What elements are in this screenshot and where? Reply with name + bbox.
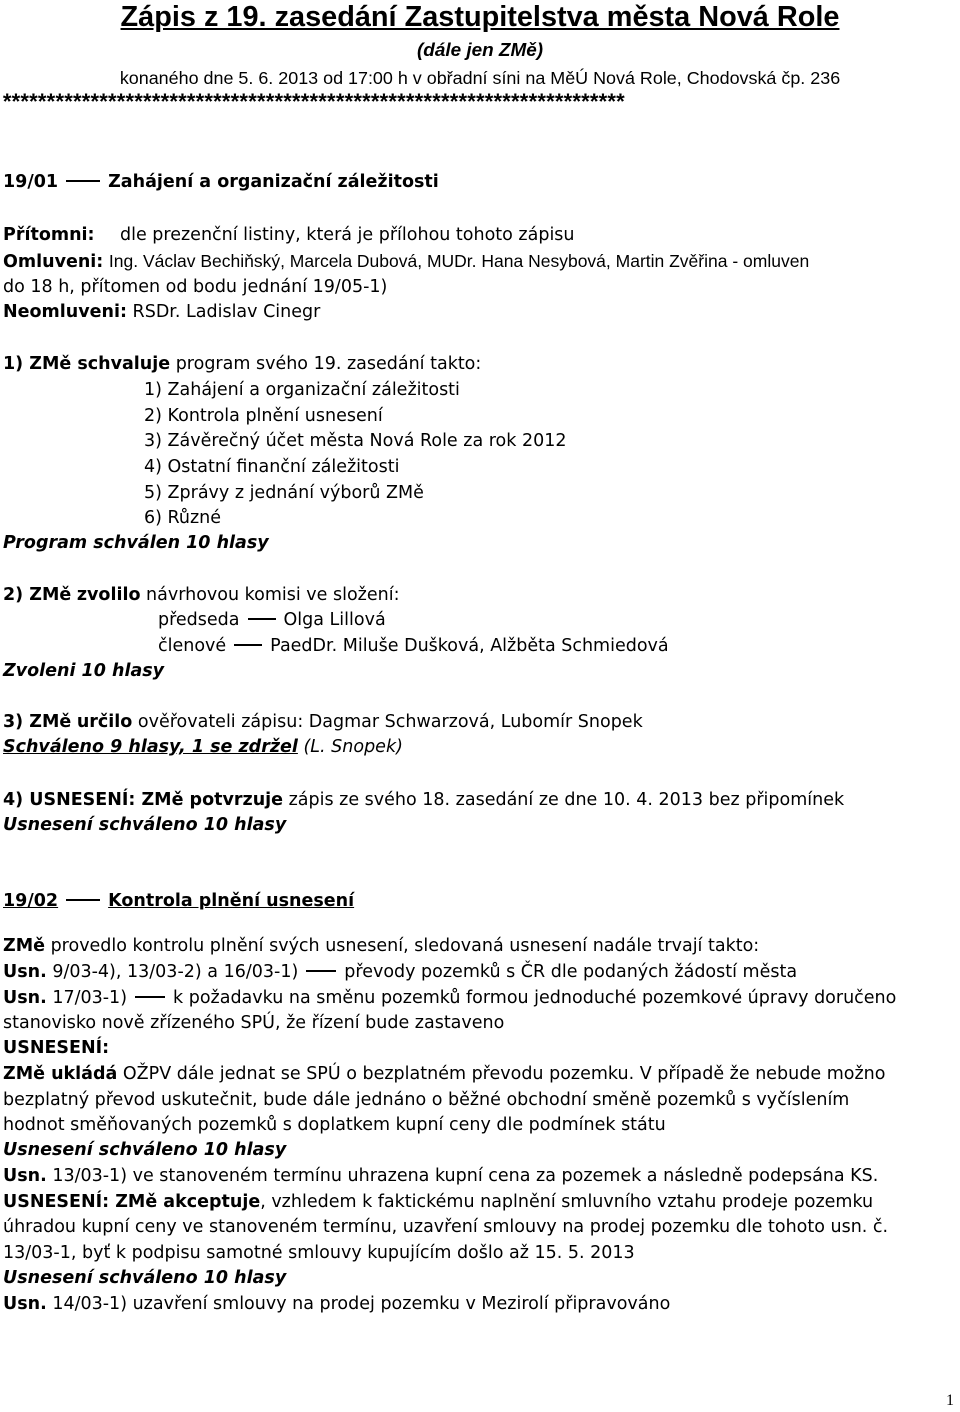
- usn-label: Usn.: [3, 1166, 47, 1186]
- resolution-prefix: USNESENÍ: ZMě akceptuje: [3, 1192, 261, 1212]
- point-2-verb: zvolilo: [76, 585, 141, 605]
- program-item: 1) Zahájení a organizační záležitosti: [144, 380, 460, 400]
- document-title: Zápis z 19. zasedání Zastupitelstva města Nová Role: [120, 1, 840, 33]
- point-4-prefix: 4) USNESENÍ: ZMě potvrzuje: [3, 790, 284, 810]
- point-3-result: Schváleno 9 hlasy, 1 se zdržel: [3, 737, 298, 757]
- resolution-2-line-3: hodnot směňovaných pozemků s doplatkem kupní ceny dle podmínek státu: [3, 1115, 666, 1135]
- point-3-result-note: (L. Snopek): [303, 737, 403, 757]
- usn-text: k požadavku na směnu pozemků formou jednoduché pozemkové úpravy doručeno: [173, 988, 897, 1008]
- usn-item-4: [3, 1293, 670, 1315]
- present-line: [3, 224, 575, 246]
- usn-text: převody pozemků s ČR dle podaných žádostí města: [344, 962, 798, 982]
- excused-label: Omluveni:: [3, 252, 104, 272]
- program-item: 4) Ostatní finanční záležitosti: [144, 457, 400, 477]
- point-3-text: ověřovateli zápisu: Dagmar Schwarzová, Lubomír Snopek: [137, 712, 643, 732]
- dash-mark: [234, 644, 262, 646]
- excused-text: Ing. Václav Bechiňský, Marcela Dubová, MUDr. Hana Nesybová, Martin Zvěřina - omluven: [108, 251, 810, 271]
- usn-item-2: [3, 987, 896, 1009]
- resolution-text: , vzhledem k faktickému naplnění smluvního vztahu prodeje pozemku: [260, 1192, 874, 1212]
- usn-item-1: [3, 961, 797, 983]
- usn-label: Usn.: [3, 1294, 47, 1314]
- commission-chair: [158, 609, 386, 631]
- unexcused-text: RSDr. Ladislav Cinegr: [132, 302, 321, 322]
- meeting-info: konaného dne 5. 6. 2013 od 17:00 h v obřadní síni na MěÚ Nová Role, Chodovská čp. 236: [119, 68, 841, 88]
- point-3-verb: určilo: [76, 712, 133, 732]
- point-1-prefix: 1) ZMě schvaluje: [3, 354, 171, 374]
- section-heading-19-01: [3, 171, 439, 193]
- present-label: Přítomni:: [3, 225, 95, 245]
- intro-text: provedlo kontrolu plnění svých usnesení, sledovaná usnesení nadále trvají takto:: [50, 936, 760, 956]
- resolution-2-line-1: [3, 1063, 885, 1085]
- point-4-text: zápis ze svého 18. zasedání ze dne 10. 4. 2013 bez připomínek: [288, 790, 845, 810]
- section-heading-19-02: [3, 890, 354, 912]
- resolution-2-result: Usnesení schváleno 10 hlasy: [3, 1140, 287, 1160]
- dash-mark: [66, 899, 100, 901]
- excused-line-2: do 18 h, přítomen od bodu jednání 19/05-1): [3, 277, 388, 297]
- separator-line: ***********************************************************************: [2, 89, 625, 114]
- commission-members: [158, 635, 669, 657]
- program-result: Program schválen 10 hlasy: [3, 533, 269, 553]
- resolution-3-line-1: [3, 1191, 873, 1213]
- usn-item-3: [3, 1165, 878, 1187]
- usn-label: Usn.: [3, 988, 47, 1008]
- usn-item-2-cont: stanovisko nově zřízeného SPÚ, že řízení bude zastaveno: [3, 1013, 505, 1033]
- intro-label: ZMě: [3, 936, 45, 956]
- unexcused-line: [3, 301, 320, 323]
- present-text: dle prezenční listiny, která je přílohou tohoto zápisu: [120, 225, 575, 245]
- resolution-prefix: ZMě ukládá: [3, 1064, 118, 1084]
- resolution-2-line-2: bezplatný převod uskutečnit, bude dále jednáno o běžné obchodní směně pozemků s vyčíslením: [3, 1090, 850, 1110]
- resolution-3-line-3: 13/03-1, byť k podpisu samotné smlouvy kupujícím došlo až 15. 5. 2013: [3, 1243, 635, 1263]
- program-item: 2) Kontrola plnění usnesení: [144, 406, 383, 426]
- dash-mark: [306, 970, 336, 972]
- members-label: členové: [158, 636, 227, 656]
- program-item: 5) Zprávy z jednání výborů ZMě: [144, 483, 424, 503]
- commission-result: Zvoleni 10 hlasy: [3, 661, 165, 681]
- program-item: 3) Závěrečný účet města Nová Role za rok 2012: [144, 431, 567, 451]
- section-number: 19/01: [3, 172, 59, 192]
- excused-line: [3, 250, 809, 273]
- dash-mark: [135, 996, 165, 998]
- point-4-result: Usnesení schváleno 10 hlasy: [3, 815, 287, 835]
- section-number: 19/02: [3, 891, 59, 911]
- usn-ref: 9/03-4), 13/03-2) a 16/03-1): [52, 962, 299, 982]
- usn-text: 13/03-1) ve stanoveném termínu uhrazena kupní cena za pozemek a následně podepsána KS.: [52, 1166, 879, 1186]
- document-subtitle: (dále jen ZMě): [416, 40, 544, 61]
- point-4-line: [3, 789, 844, 811]
- section-title: Zahájení a organizační záležitosti: [108, 172, 439, 192]
- usn-label: Usn.: [3, 962, 47, 982]
- point-2-prefix: 2) ZMě: [3, 585, 72, 605]
- point-3-prefix: 3) ZMě: [3, 712, 72, 732]
- dash-mark: [66, 180, 100, 182]
- section-title: Kontrola plnění usnesení: [108, 891, 355, 911]
- resolution-label: USNESENÍ:: [3, 1038, 110, 1058]
- resolution-3-result: Usnesení schváleno 10 hlasy: [3, 1268, 287, 1288]
- point-1-text: program svého 19. zasedání takto:: [175, 354, 482, 374]
- usn-ref: 17/03-1): [52, 988, 128, 1008]
- chair-label: předseda: [158, 610, 240, 630]
- point-3-line: [3, 711, 643, 733]
- point-2-text: návrhovou komisi ve složení:: [146, 585, 400, 605]
- resolution-text: OŽPV dále jednat se SPÚ o bezplatném převodu pozemku. V případě že nebude možno: [122, 1064, 886, 1084]
- usn-text: 14/03-1) uzavření smlouvy na prodej pozemku v Mezirolí připravováno: [52, 1294, 671, 1314]
- resolution-3-line-2: úhradou kupní ceny ve stanoveném termínu, uzavření smlouvy na prodej pozemku dle tohoto usn. č.: [3, 1217, 889, 1237]
- program-item: 6) Různé: [144, 508, 222, 528]
- chair-name: Olga Lillová: [283, 610, 386, 630]
- point-2-line: [3, 584, 399, 606]
- unexcused-label: Neomluveni:: [3, 302, 127, 322]
- control-intro: [3, 935, 759, 957]
- dash-mark: [248, 618, 276, 620]
- members-names: PaedDr. Miluše Dušková, Alžběta Schmiedová: [270, 636, 669, 656]
- page-number: 1: [946, 1392, 954, 1409]
- point-1-line: [3, 353, 481, 375]
- point-3-result-line: [3, 736, 403, 758]
